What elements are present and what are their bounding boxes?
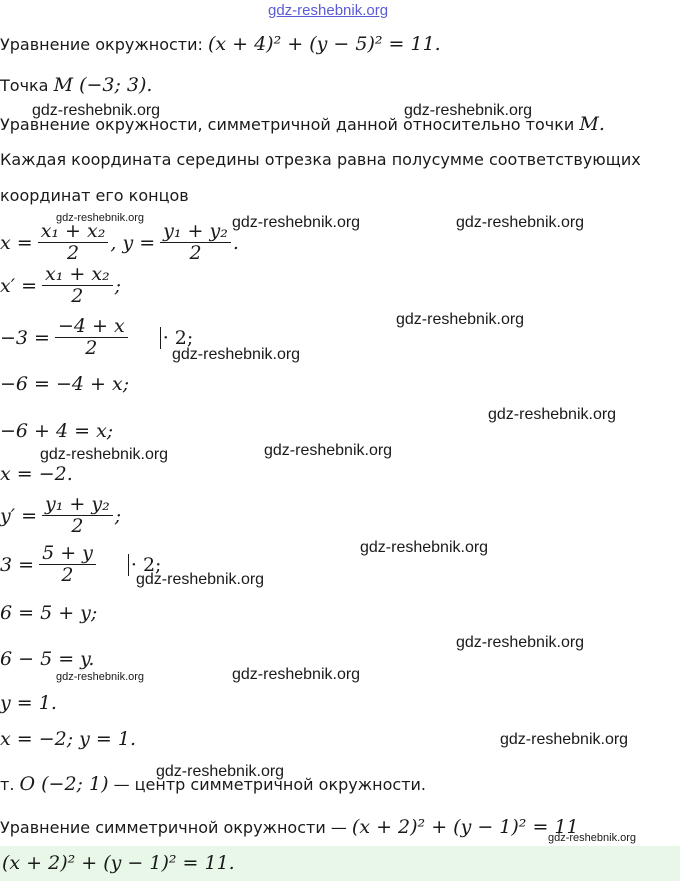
watermark: gdz-reshebnik.org (156, 763, 285, 780)
watermark: gdz-reshebnik.org (500, 731, 629, 748)
fraction (38, 221, 109, 264)
watermark: gdz-reshebnik.org (264, 442, 393, 459)
numerator: x₁ + x₂ (38, 221, 109, 243)
watermark: gdz-reshebnik.org (360, 539, 489, 556)
lhs: x = (0, 231, 33, 254)
lhs: x′ = (0, 274, 37, 297)
fraction (39, 543, 96, 586)
separator: , y = (110, 231, 156, 254)
y-prime-formula (0, 494, 123, 537)
center-line (0, 773, 426, 795)
denominator: 2 (189, 242, 202, 264)
fraction (42, 494, 113, 537)
multiply-bar (160, 327, 161, 349)
equation: (x + 2)² + (y − 1)² = 11 (351, 816, 579, 838)
watermark: gdz-reshebnik.org (136, 571, 265, 588)
lhs: y′ = (0, 504, 38, 527)
answer-equation: (x + 2)² + (y − 1)² = 11. (2, 852, 235, 874)
watermark: gdz-reshebnik.org (56, 212, 145, 224)
lhs: −3 = (0, 326, 50, 349)
rule-line-1: Каждая координата середины отрезка равна полусумме соответствующих (0, 150, 641, 169)
end: . (232, 231, 239, 254)
watermark: gdz-reshebnik.org (56, 671, 145, 683)
xy-result: x = −2; y = 1. (0, 728, 137, 750)
label: Уравнение окружности: (0, 35, 208, 54)
y-result: y = 1. (0, 692, 57, 714)
watermark: gdz-reshebnik.org (232, 214, 361, 231)
denominator: 2 (71, 285, 84, 307)
numerator: x₁ + x₂ (42, 264, 113, 286)
x-prime-formula (0, 264, 123, 307)
circle-equation-line (0, 33, 441, 55)
watermark: gdz-reshebnik.org (548, 832, 637, 844)
denominator: 2 (66, 242, 80, 264)
watermark: gdz-reshebnik.org (32, 102, 161, 119)
answer-box (0, 846, 680, 881)
point: M (−3; 3). (53, 74, 153, 96)
watermark: gdz-reshebnik.org (456, 634, 585, 651)
y-equation (0, 543, 163, 586)
multiply-bar (128, 554, 129, 576)
fraction (55, 316, 128, 359)
site-watermark-link[interactable]: gdz-reshebnik.org (268, 2, 389, 19)
watermark: gdz-reshebnik.org (40, 446, 169, 463)
step-line: 6 − 5 = y. (0, 648, 95, 670)
label: Точка (0, 76, 54, 95)
label: т. (0, 775, 20, 794)
equation: (x + 4)² + (y − 5)² = 11. (207, 33, 441, 55)
numerator: 5 + y (39, 543, 96, 565)
symmetric-equation-line (0, 816, 579, 838)
point-line (0, 74, 152, 96)
watermark: gdz-reshebnik.org (172, 346, 301, 363)
step-line: −6 + 4 = x; (0, 420, 114, 442)
watermark: gdz-reshebnik.org (456, 214, 585, 231)
point-name: M. (579, 113, 605, 135)
step-line: −6 = −4 + x; (0, 373, 130, 395)
label: — центр симметричной окружности. (108, 775, 426, 794)
fraction (42, 264, 113, 307)
watermark: gdz-reshebnik.org (488, 406, 617, 423)
watermark: gdz-reshebnik.org (404, 102, 533, 119)
lhs: 3 = (0, 553, 35, 576)
center-point: O (−2; 1) (19, 773, 109, 795)
task-line (0, 113, 605, 135)
label: Уравнение окружности, симметричной данной относительно точки (0, 115, 580, 134)
watermark: gdz-reshebnik.org (396, 311, 525, 328)
numerator: y₁ + y₂ (42, 494, 113, 516)
step-line: 6 = 5 + y; (0, 602, 98, 624)
multiplier: · 2; (130, 553, 162, 576)
midpoint-formula (0, 221, 241, 264)
watermark: gdz-reshebnik.org (232, 666, 361, 683)
denominator: 2 (71, 515, 84, 537)
denominator: 2 (61, 564, 74, 586)
rule-line-2: координат его концов (0, 186, 189, 205)
denominator: 2 (85, 337, 98, 359)
label: Уравнение симметричной окружности — (0, 818, 352, 837)
end: ; (114, 504, 122, 527)
end: ; (114, 274, 122, 297)
fraction (160, 221, 231, 264)
numerator: −4 + x (55, 316, 128, 338)
x-result: x = −2. (0, 463, 73, 485)
numerator: y₁ + y₂ (160, 221, 231, 243)
x-equation (0, 316, 195, 359)
multiplier: · 2; (162, 326, 194, 349)
